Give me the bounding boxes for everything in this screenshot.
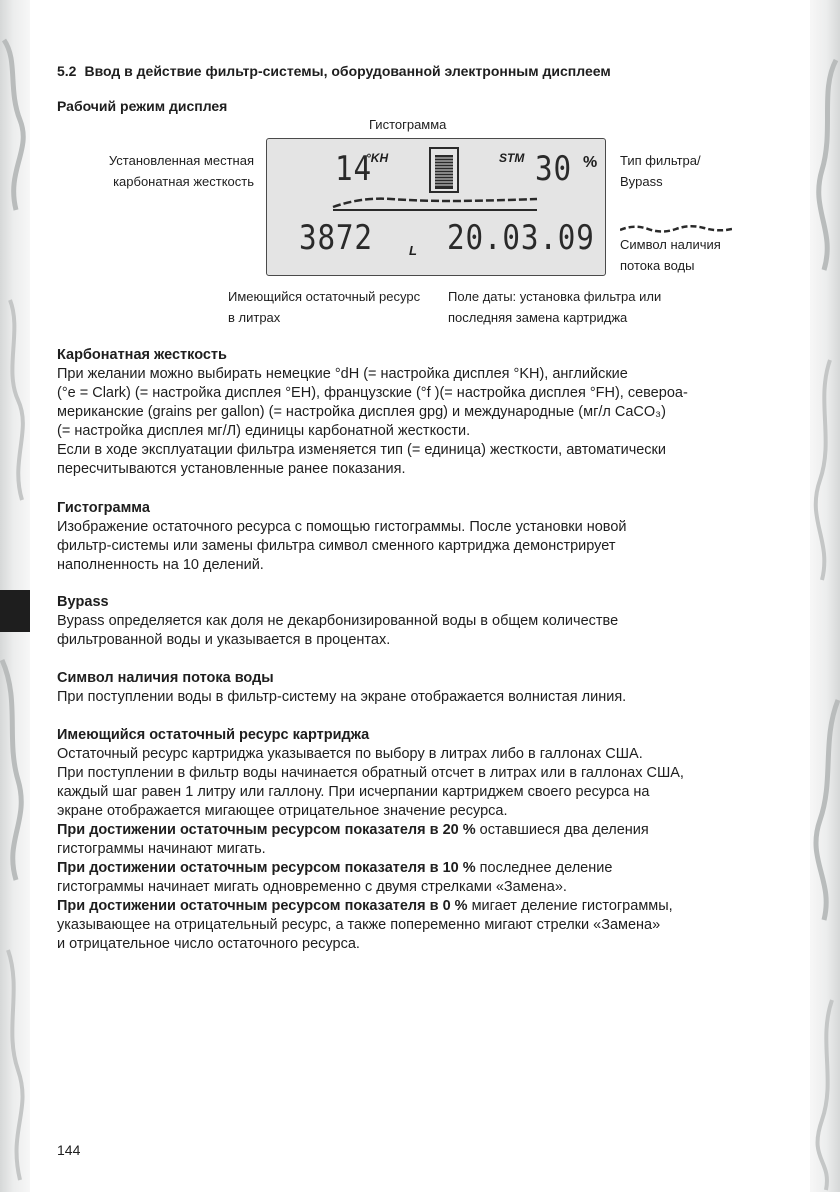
lcd-hardness-value: 14 [335, 149, 372, 189]
text-line: При желании можно выбирать немецкие °dH (= настройка дисплея °KH), английские [57, 366, 628, 382]
text-line-10 [57, 859, 797, 878]
text-line: гистограммы начинают мигать. [57, 841, 266, 857]
flow-wave-icon [620, 224, 732, 234]
label-remaining: Имеющийся остаточный ресурс в литрах [228, 289, 421, 325]
section-title: Bypass [57, 594, 109, 610]
text-line: (°e = Clark) (= настройка дисплея °EH), французские (°f )(= настройка дисплея °FH), североа- [57, 385, 688, 401]
label-filter-type: Тип фильтра/ Bypass [620, 153, 701, 189]
right-page-edge [810, 0, 840, 1192]
text-line: Bypass определяется как доля не декарбонизированной воды в общем количестве [57, 613, 619, 629]
section-flow [57, 669, 797, 707]
section-remaining [57, 726, 797, 954]
section-title: Символ наличия потока воды [57, 670, 274, 686]
section-heading [57, 63, 619, 79]
lcd-hardness-unit: °KH [366, 151, 389, 165]
text-line-20 [57, 821, 797, 840]
lcd-bypass-value: 30 [535, 149, 572, 189]
section-title: Карбонатная жесткость [57, 347, 227, 363]
text-line: фильтр-системы или замены фильтра символ сменного картриджа демонстрирует [57, 538, 616, 554]
text-line: (= настройка дисплея мг/Л) единицы карбонатной жесткости. [57, 423, 471, 439]
text-line: При поступлении в фильтр воды начинается обратный отсчет в литрах или в галлонах США, [57, 765, 684, 781]
label-hardness: Установленная местная карбонатная жесткость [108, 153, 254, 189]
text-line: гистограммы начинает мигать одновременно с двумя стрелками «Замена». [57, 879, 567, 895]
text-line: экране отображается мигающее отрицательное значение ресурса. [57, 803, 508, 819]
histogram-bar-icon [429, 147, 459, 193]
text-line: наполненность на 10 делений. [57, 557, 264, 573]
label-histogram: Гистограмма [369, 117, 447, 132]
bold-threshold-10: При достижении остаточным ресурсом показателя в 10 % [57, 860, 476, 876]
text-10a: последнее деление [475, 860, 613, 876]
text-line: каждый шаг равен 1 литру или галлону. При исчерпании картриджем своего ресурса на [57, 784, 650, 800]
lcd-percent-sign: % [583, 154, 598, 171]
section-title: Имеющийся остаточный ресурс картриджа [57, 727, 370, 743]
chapter-tab-marker [0, 590, 30, 632]
section-carbonate [57, 346, 797, 479]
text-line: указывающее на отрицательный ресурс, а также попеременно мигают стрелки «Замена» [57, 917, 661, 933]
section-number: 5.2 [57, 63, 77, 79]
text-20a: оставшиеся два деления [475, 822, 649, 838]
text-line: фильтрованной воды и указывается в процентах. [57, 632, 391, 648]
display-mode-subtitle: Рабочий режим дисплея [57, 98, 228, 114]
label-flow-symbol: Символ наличия потока воды [620, 237, 721, 273]
lcd-date-value: 20.03.09 [447, 218, 595, 258]
lcd-flow-wave-icon [331, 191, 541, 213]
text-line: и отрицательное число остаточного ресурса. [57, 936, 360, 952]
section-title: Ввод в действие фильтр-системы, оборудованной электронным дисплеем [84, 63, 611, 79]
water-splash-decoration [810, 0, 840, 1192]
section-bypass [57, 593, 797, 650]
label-date: Поле даты: установка фильтра или последняя замена картриджа [448, 289, 662, 325]
text-line: мериканские (grains per gallon) (= настройка дисплея gpg) и международные (мг/л CaCO₃) [57, 404, 666, 420]
bold-threshold-0: При достижении остаточным ресурсом показателя в 0 % [57, 898, 468, 914]
bold-threshold-20: При достижении остаточным ресурсом показателя в 20 % [57, 822, 476, 838]
text-line: При поступлении воды в фильтр-систему на экране отображается волнистая линия. [57, 689, 627, 705]
text-0a: мигает деление гистограммы, [467, 898, 673, 914]
section-title: Гистограмма [57, 500, 150, 516]
lcd-remaining-unit: L [409, 243, 417, 258]
text-line-0 [57, 897, 797, 916]
text-line: Если в ходе эксплуатации фильтра изменяется тип (= единица) жесткости, автоматически [57, 442, 666, 458]
text-line: Изображение остаточного ресурса с помощью гистограммы. После установки новой [57, 519, 627, 535]
lcd-remaining-value: 3872 [299, 218, 373, 258]
text-line: пересчитываются установленные ранее показания. [57, 461, 406, 477]
lcd-filter-type: STM [499, 151, 525, 165]
section-histogram [57, 499, 797, 575]
page-number: 144 [57, 1142, 81, 1158]
lcd-display [266, 138, 606, 276]
text-line: Остаточный ресурс картриджа указывается по выбору в литрах либо в галлонах США. [57, 746, 643, 762]
